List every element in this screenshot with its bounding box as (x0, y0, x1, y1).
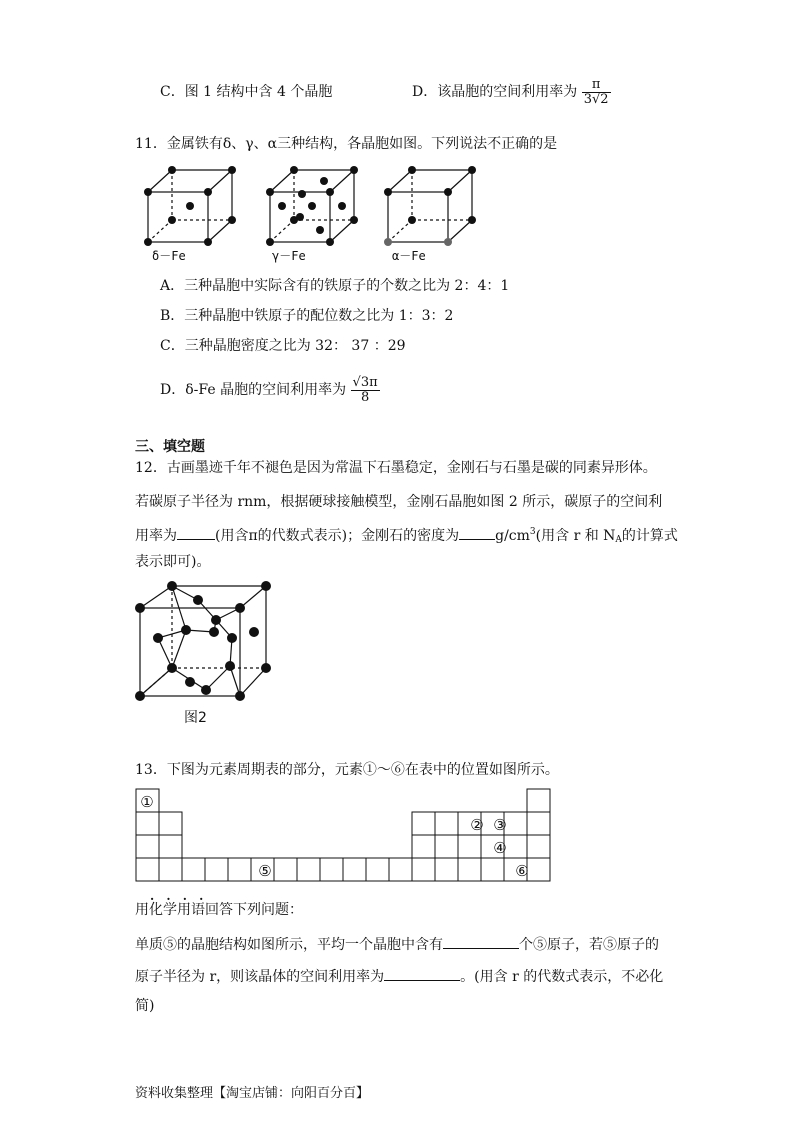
table-cell (412, 858, 435, 881)
table-cell (320, 858, 343, 881)
q11-option-d (160, 366, 380, 405)
emphasis-dots: . . . . (150, 889, 208, 903)
table-cell (205, 858, 228, 881)
delta-fe-label: δ－Fe (152, 249, 186, 263)
table-cell (228, 858, 251, 881)
q11-option-c: C．三种晶胞密度之比为 32： 37 ：29 (160, 338, 406, 354)
table-cell (389, 858, 412, 881)
element-mark-3: ③ (493, 816, 507, 834)
table-cell (527, 835, 550, 858)
table-cell (458, 835, 481, 858)
q13-stem: 13．下图为元素周期表的部分，元素①～⑥在表中的位置如图所示。 (135, 762, 559, 778)
q12-line-3-b: (用含π的代数式表示)；金刚石的密度为 (215, 528, 460, 544)
q13-p2-b: 。(用含 r 的代数式表示，不必化 (460, 969, 664, 985)
q11-option-b: B．三种晶胞中铁原子的配位数之比为 1：3：2 (160, 308, 454, 324)
q13-p1-a: 单质⑤的晶胞结构如图所示，平均一个晶胞中含有 (135, 937, 443, 953)
fraction-numerator: √3π (352, 374, 378, 390)
q12-line-1: 12．古画墨迹千年不褪色是因为常温下石墨稳定，金刚石与石墨是碳的同素异形体。 (135, 460, 657, 476)
table-cell (159, 858, 182, 881)
delta-fe-cell-figure (140, 162, 240, 252)
table-cell (274, 858, 297, 881)
table-cell (366, 858, 389, 881)
table-cell (458, 858, 481, 881)
q13-p2-a: 原子半径为 r，则该晶体的空间利用率为 (135, 969, 385, 985)
table-cell (435, 858, 458, 881)
table-cell (136, 812, 159, 835)
answer-blank-utilization[interactable] (177, 525, 215, 540)
q13-p1-b: 个⑤原子，若⑤原子的 (519, 937, 659, 953)
q12-line-3-d: (用含 r 和 N (535, 528, 616, 544)
periodic-table-fragment (135, 788, 565, 884)
table-cell (412, 812, 435, 835)
table-cell (343, 858, 366, 881)
table-cell (182, 858, 205, 881)
answer-blank-atom-count[interactable] (443, 934, 519, 949)
table-cell (136, 835, 159, 858)
element-mark-1: ① (140, 793, 154, 811)
alpha-fe-cell-figure (380, 162, 480, 252)
table-cell (412, 835, 435, 858)
q12-line-3-e: 的计算式 (621, 528, 678, 544)
answer-blank-density[interactable] (459, 525, 495, 540)
q12-line-3-unit: g/cm (495, 528, 530, 544)
table-cell (159, 835, 182, 858)
table-cell (527, 858, 550, 881)
q12-line-3-a: 用率为 (135, 528, 177, 544)
table-cell (527, 812, 550, 835)
table-cell (527, 789, 550, 812)
table-cell (481, 858, 504, 881)
q11-option-d-text: D．δ-Fe 晶胞的空间利用率为 (160, 382, 347, 398)
fraction-denominator: 8 (360, 389, 370, 405)
q11-option-d-fraction (351, 376, 380, 405)
table-cell (435, 812, 458, 835)
section-title: 三、填空题 (135, 439, 205, 455)
diamond-cell-figure (136, 582, 276, 702)
gamma-fe-label: γ－Fe (272, 249, 306, 263)
table-cell (504, 835, 527, 858)
element-mark-6: ⑥ (515, 862, 529, 880)
alpha-fe-label: α－Fe (392, 249, 426, 263)
q12-line-4: 表示即可)。 (135, 554, 211, 570)
q12-line-2: 若碳原子半径为 rnm，根据硬球接触模型，金刚石晶胞如图 2 所示，碳原子的空间利 (135, 494, 663, 510)
table-cell (504, 812, 527, 835)
q11-option-a: A．三种晶胞中实际含有的铁原子的个数之比为 2：4：1 (160, 278, 510, 294)
answer-blank-space-utilization[interactable] (384, 966, 460, 981)
element-mark-2: ② (470, 816, 484, 834)
table-cell (159, 812, 182, 835)
q13-paragraph-line-1 (135, 934, 659, 955)
footer-text: 资料收集整理【淘宝店铺：向阳百分百】 (135, 1086, 370, 1101)
q13-paragraph-line-3: 简) (135, 998, 155, 1014)
fraction-denominator: 3√2 (583, 91, 609, 107)
table-cell (136, 858, 159, 881)
element-mark-5: ⑤ (258, 862, 272, 880)
q11-stem: 11．金属铁有δ、γ、α三种结构，各晶胞如图。下列说法不正确的是 (135, 136, 558, 152)
gamma-fe-cell-figure (262, 162, 362, 252)
q13-answer-intro: 用化学用语回答下列问题： (135, 902, 303, 918)
fraction-numerator: π (582, 78, 611, 93)
q13-paragraph-line-2 (135, 966, 663, 987)
q10-option-c: C．图 1 结构中含 4 个晶胞 (160, 84, 333, 100)
q12-unit-superscript: 3 (529, 527, 536, 537)
q12-line-3 (135, 522, 678, 550)
figure-2-label: 图2 (184, 710, 207, 726)
q10-option-d-fraction (582, 78, 611, 107)
q10-option-d-text: D．该晶胞的空间利用率为 (412, 84, 578, 100)
table-cell (297, 858, 320, 881)
table-cell (435, 835, 458, 858)
element-mark-4: ④ (493, 839, 507, 857)
q10-option-d (412, 66, 611, 107)
q12-na-subscript: A (615, 535, 622, 545)
